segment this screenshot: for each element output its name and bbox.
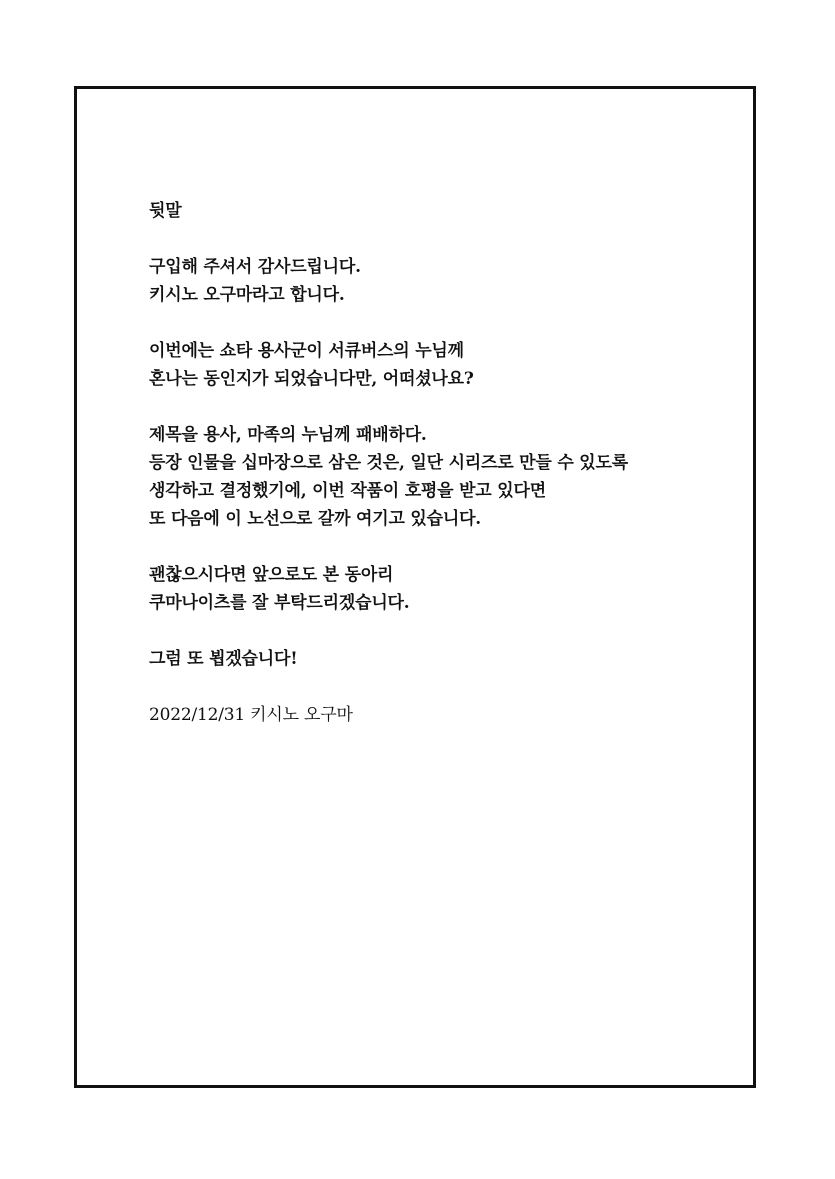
text-line: 또 다음에 이 노선으로 갈까 여기고 있습니다.	[149, 509, 482, 529]
text-line: 그럼 또 뵙겠습니다!	[149, 649, 298, 669]
paragraph-circle	[149, 561, 749, 617]
text-line: 쿠마나이츠를 잘 부탁드리겠습니다.	[149, 593, 410, 613]
paragraph-series	[149, 421, 749, 533]
text-line: 괜찮으시다면 앞으로도 본 동아리	[149, 565, 394, 585]
signature-line: 2022/12/31 키시노 오구마	[149, 705, 353, 725]
paragraph-farewell	[149, 645, 749, 673]
text-line: 키시노 오구마라고 합니다.	[149, 285, 345, 305]
text-line: 생각하고 결정했기에, 이번 작품이 호평을 받고 있다면	[149, 481, 546, 501]
paragraph-thanks	[149, 253, 749, 309]
text-line: 등장 인물을 십마장으로 삼은 것은, 일단 시리즈로 만들 수 있도록	[149, 453, 628, 473]
afterword-title: 뒷말	[149, 201, 182, 221]
text-line: 제목을 용사, 마족의 누님께 패배하다.	[149, 425, 427, 445]
page-frame	[74, 86, 756, 1088]
text-line: 이번에는 쇼타 용사군이 서큐버스의 누님께	[149, 341, 464, 361]
paragraph-story	[149, 337, 749, 393]
text-line: 구입해 주셔서 감사드립니다.	[149, 257, 361, 277]
afterword-text	[149, 197, 749, 757]
text-line: 혼나는 동인지가 되었습니다만, 어떠셨나요?	[149, 369, 474, 389]
